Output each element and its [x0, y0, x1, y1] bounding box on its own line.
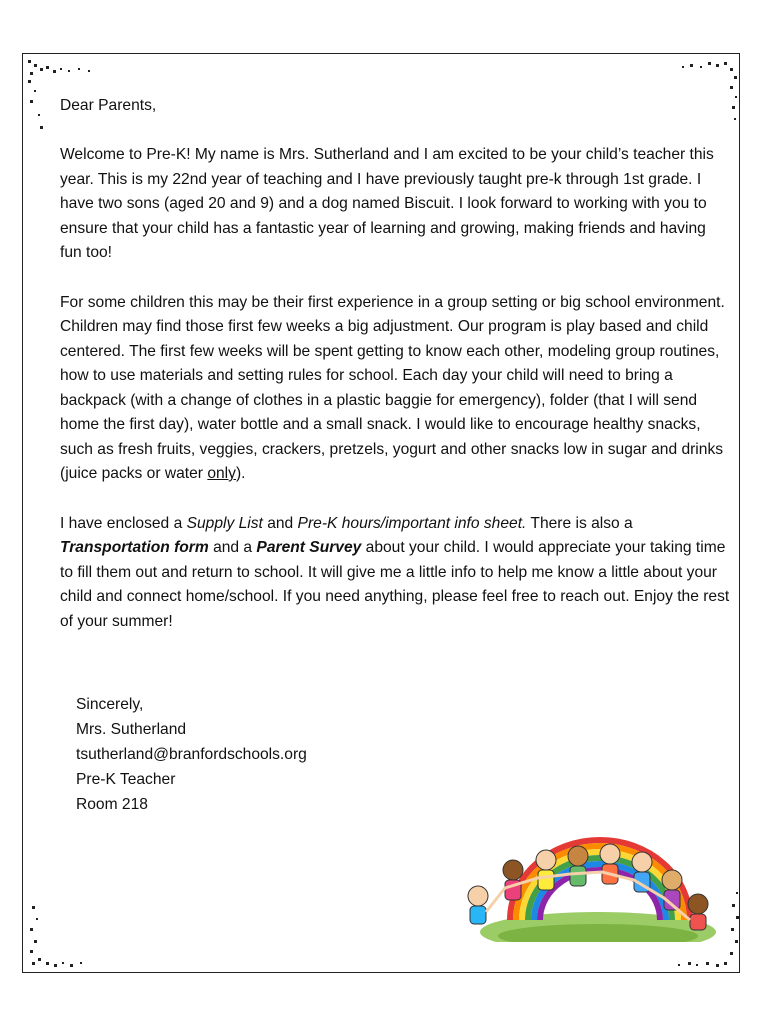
paragraph-expectations: [60, 291, 730, 487]
teacher-name: Mrs. Sutherland: [76, 721, 187, 738]
rainbow-children-clipart: [458, 820, 720, 942]
hours-sheet-ref: Pre-K hours/important info sheet.: [297, 514, 527, 532]
letter-body: [60, 94, 730, 659]
greeting: Dear Parents,: [60, 97, 157, 114]
enclosures-and-2: and a: [208, 539, 257, 556]
signature-block: [76, 692, 307, 817]
transportation-form-ref: Transportation form: [60, 539, 209, 556]
paragraph-welcome: Welcome to Pre-K! My name is Mrs. Sutherland and I am excited to be your child’s teacher this year. This is my 22nd year of teaching and I have previously taught pre-k through 1st grade. I have two sons (aged 20 and 9) and a dog named Biscuit. I look forward to working with you to ensure that your child has a fantastic year of learning and growing, making friends and having fun too!: [60, 146, 714, 261]
paragraph-expectations-end: ).: [235, 465, 246, 482]
enclosures-and-1: and: [262, 514, 298, 532]
enclosures-text-b: There is also a: [526, 514, 633, 532]
paragraph-enclosures: [60, 512, 730, 635]
supply-list-ref: Supply List: [186, 514, 263, 532]
underlined-only: only: [207, 465, 236, 482]
enclosures-text-c: about your child. I would appreciate your taking time to fill them out and return to school. It will give me a little info to help me know a little about your child and connect home/school. If you need anything, please feel free to reach out. Enjoy the rest of your summer!: [60, 539, 730, 630]
teacher-title: Pre-K Teacher: [76, 771, 176, 788]
teacher-email: tsutherland@branfordschools.org: [76, 746, 307, 763]
room-number: Room 218: [76, 796, 148, 813]
closing: Sincerely,: [76, 696, 144, 713]
parent-survey-ref: Parent Survey: [256, 539, 362, 556]
enclosures-text-a: I have enclosed a: [60, 514, 187, 532]
paragraph-expectations-text: For some children this may be their first experience in a group setting or big school environment. Children may find those first few weeks a big adjustment. Our program is play based and child centered. The first few weeks will be spent getting to know each other, modeling group routines, how to use materials and setting rules for school. Each day your child will need to bring a backpack (with a change of clothes in a plastic baggie for emergency), folder (that I will send home the first day), water bottle and a small snack. I would like to encourage healthy snacks, such as fresh fruits, veggies, crackers, pretzels, yogurt and other snacks low in sugar and drinks (juice packs or water: [60, 293, 725, 482]
